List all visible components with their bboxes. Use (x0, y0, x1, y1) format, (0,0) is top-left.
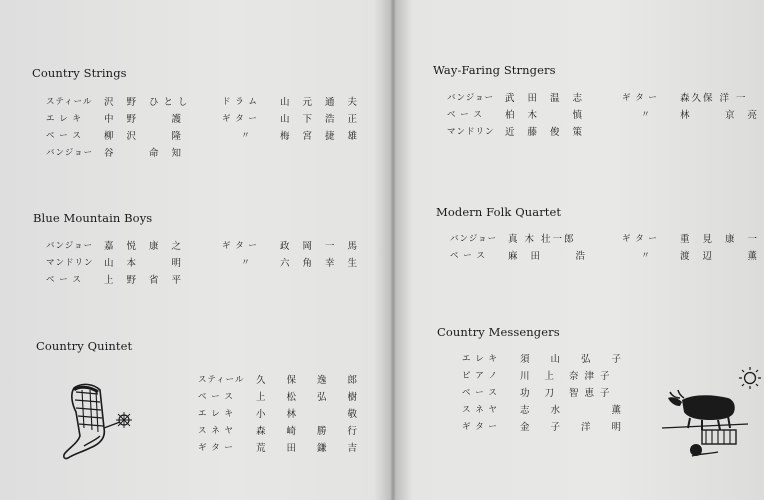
member-name: 上 野 省 平 (104, 274, 187, 286)
member-column (46, 92, 193, 160)
member-column (198, 370, 366, 455)
section-country-strings (32, 66, 127, 80)
member-role: 〃 (641, 109, 651, 120)
member-name: 山 本 明 (104, 257, 187, 269)
member-name: 志 水 薫 (520, 404, 631, 416)
member-row (198, 421, 366, 438)
section-title: Country Messengers (437, 325, 560, 339)
member-name: 森久保 洋 一 (680, 92, 748, 104)
member-row (450, 246, 590, 263)
member-name: 荒 田 鎌 吉 (256, 442, 367, 454)
member-role: バンジョー (447, 92, 495, 103)
member-row (198, 438, 366, 455)
page-gutter (390, 0, 396, 500)
member-row (222, 126, 362, 143)
member-row (450, 229, 590, 246)
member-column (462, 349, 630, 434)
member-row (46, 143, 193, 160)
member-row (447, 105, 587, 122)
member-name: 中 野 護 (104, 113, 187, 125)
member-role: マンドリン (447, 126, 495, 137)
member-name: 柳 沢 隆 (104, 130, 187, 142)
member-role: ス ネ ヤ (462, 404, 498, 415)
member-role: スティール (198, 374, 245, 385)
member-role: ド ラ ム (222, 96, 258, 107)
section-modern-folk-quartet (436, 205, 561, 219)
member-role: 〃 (241, 130, 251, 141)
member-name: 六 角 幸 生 (280, 257, 363, 269)
member-name: 上 松 弘 樹 (256, 391, 367, 403)
member-role: ベ ー ス (450, 250, 486, 261)
member-column (450, 229, 590, 263)
member-name: 谷 命 知 (104, 147, 187, 159)
section-blue-mountain-boys (33, 211, 152, 225)
member-name: 川 上 奈津子 (520, 370, 616, 382)
member-column (222, 236, 362, 270)
member-name: 麻 田 浩 (508, 250, 591, 262)
member-row (46, 109, 193, 126)
member-name: 山 下 浩 正 (280, 113, 363, 125)
member-role: ベ ー ス (46, 274, 82, 285)
member-row (222, 92, 362, 109)
section-title: Modern Folk Quartet (436, 205, 562, 219)
member-row (462, 383, 630, 400)
member-name: 武 田 温 志 (505, 92, 588, 104)
member-column (222, 92, 362, 143)
member-row (462, 417, 630, 434)
member-row (622, 105, 762, 122)
member-role: エ レ キ (462, 353, 498, 364)
member-name: 林 京 亮 (680, 109, 763, 121)
member-name: 重 見 康 一 (680, 233, 763, 245)
member-name: 近 藤 俊 策 (505, 126, 588, 138)
member-role: ベ ー ス (447, 109, 483, 120)
member-role: ギ タ ー (222, 240, 258, 251)
member-role: マンドリン (46, 257, 94, 268)
member-role: ベ ー ス (198, 391, 234, 402)
member-role: エ レ キ (46, 113, 82, 124)
member-role: ギ タ ー (622, 233, 658, 244)
member-role: 〃 (641, 250, 651, 261)
member-role: バンジョー (46, 147, 94, 158)
member-row (462, 349, 630, 366)
member-row (622, 229, 762, 246)
member-name: 嘉 悦 康 之 (104, 240, 187, 252)
member-row (447, 122, 587, 139)
member-column (46, 236, 186, 287)
member-role: ギ タ ー (222, 113, 258, 124)
section-title: Country Quintet (36, 339, 133, 353)
member-row (622, 246, 762, 263)
member-row (46, 92, 193, 109)
member-name: 渡 辺 薫 (680, 250, 763, 262)
member-name: 金 子 洋 明 (520, 421, 631, 433)
member-name: 功 刀 智恵子 (520, 387, 616, 399)
section-country-quintet (36, 339, 132, 353)
section-title: Country Strings (32, 66, 127, 80)
member-name: 小 林 敬 (256, 408, 367, 420)
member-row (46, 253, 186, 270)
member-role: 〃 (241, 257, 251, 268)
sun-icon (738, 366, 762, 390)
member-name: 山 元 通 夫 (280, 96, 363, 108)
member-name: 柏 木 慎 (505, 109, 588, 121)
member-role: ギ タ ー (622, 92, 658, 103)
member-name: 須 山 弘 子 (520, 353, 631, 365)
bull-cart-icon (662, 380, 748, 464)
member-role: ギ タ ー (462, 421, 498, 432)
section-country-messengers (437, 325, 560, 339)
member-name: 梅 宮 捷 雄 (280, 130, 363, 142)
member-name: 政 岡 一 馬 (280, 240, 363, 252)
member-role: スティール (46, 96, 93, 107)
member-role: ピ ア ノ (462, 370, 498, 381)
member-role: エ レ キ (198, 408, 234, 419)
member-row (462, 366, 630, 383)
member-column (447, 88, 587, 139)
member-row (198, 387, 366, 404)
member-row (46, 126, 193, 143)
member-row (46, 270, 186, 287)
member-role: ベ ー ス (462, 387, 498, 398)
member-row (222, 109, 362, 126)
cowboy-boot-icon (60, 382, 140, 466)
member-row (222, 253, 362, 270)
member-row (198, 404, 366, 421)
member-name: 森 崎 勝 行 (256, 425, 367, 437)
section-way-faring-strngers (433, 63, 556, 77)
member-role: ベ ー ス (46, 130, 82, 141)
member-role: ス ネ ヤ (198, 425, 234, 436)
member-name: 久 保 逸 郎 (256, 374, 367, 386)
member-row (46, 236, 186, 253)
member-column (622, 88, 762, 122)
member-name: 真 木 壮一郎 (508, 233, 576, 245)
member-column (622, 229, 762, 263)
member-role: バンジョー (450, 233, 498, 244)
section-title: Way-Faring Strngers (433, 63, 556, 77)
member-row (222, 236, 362, 253)
member-name: 沢 野 ひとし (104, 96, 193, 108)
member-role: バンジョー (46, 240, 94, 251)
member-role: ギ タ ー (198, 442, 234, 453)
member-row (622, 88, 762, 105)
member-row (462, 400, 630, 417)
member-row (198, 370, 366, 387)
section-title: Blue Mountain Boys (33, 211, 153, 225)
member-row (447, 88, 587, 105)
